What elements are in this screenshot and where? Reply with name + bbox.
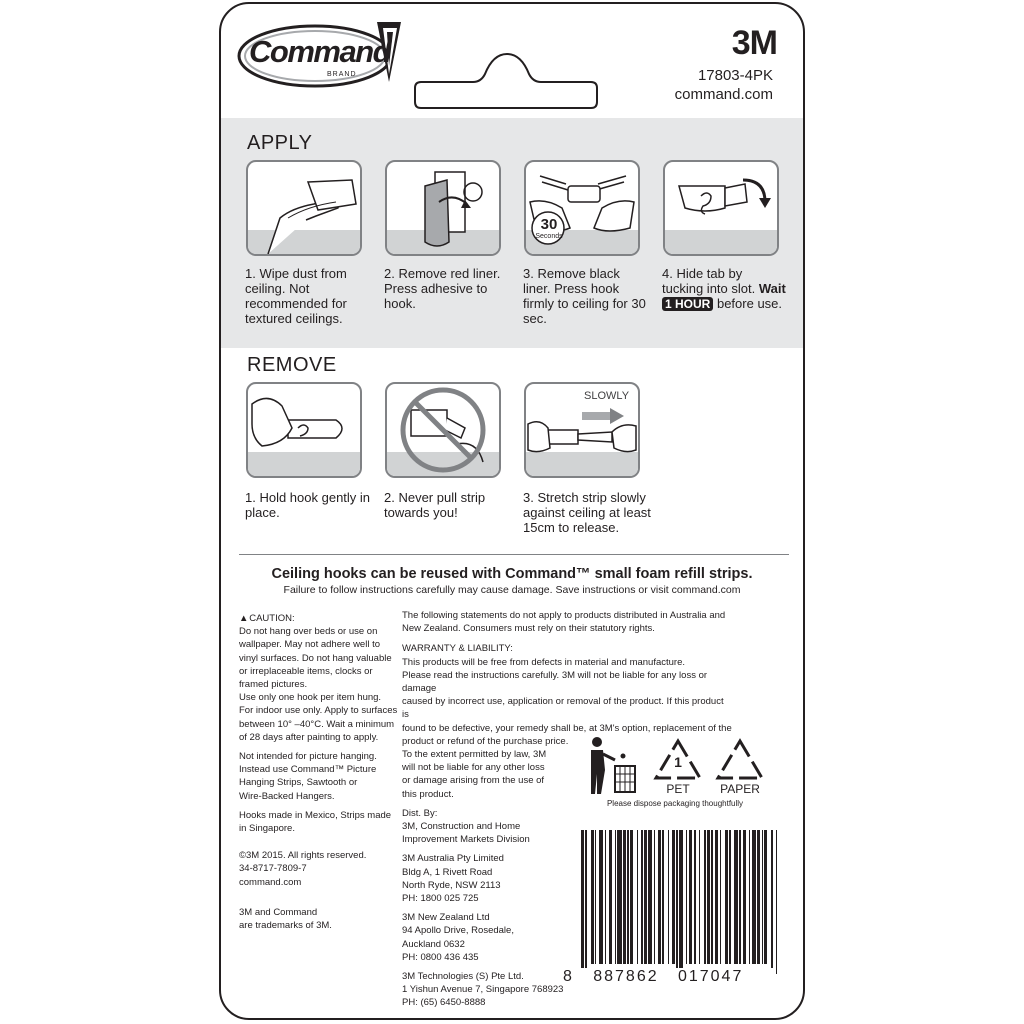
barcode-bar [617,830,621,964]
extent-line: or damage arising from the use of [402,775,545,787]
barcode-bar [654,830,655,964]
made-line: Hooks made in Mexico, Strips made [239,809,392,821]
copyright-line: 34-8717-7809-7 [239,863,307,875]
barcode-bar [581,830,584,974]
au-line: PH: 1800 025 725 [402,893,479,905]
barcode-bar [707,830,710,964]
barcode-bar [771,830,772,974]
remove-step-2-text: 2. Never pull strip towards you! [384,490,486,520]
picture-line: Instead use Command™ Picture [239,764,377,776]
wait-label: Wait [758,281,786,296]
barcode-bar [648,830,652,964]
sg-line: 3M Technologies (S) Pte Ltd. [402,971,524,983]
copyright-line: command.com [239,876,302,888]
reuse-note: Ceiling hooks can be reused with Command™ small foam refill strips. [271,566,753,582]
trademark-line: are trademarks of 3M. [239,920,332,932]
barcode-bar [694,830,695,964]
apply-step-4-illustration [663,160,779,256]
caution-line: For indoor use only. Apply to surfaces [239,705,398,717]
remove-step-3-text: 3. Stretch strip slowly against ceiling at least 15cm to release. [523,490,651,535]
pet-number: 1 [674,754,682,770]
barcode-bar [668,830,669,964]
tidyman-icon [585,736,641,801]
nz-line: 94 Apollo Drive, Rosedale, [402,925,514,937]
barcode-bar [699,830,700,964]
dist-line: Improvement Markets Division [402,834,530,846]
failure-note: Failure to follow instructions carefully may cause damage. Save instructions or visit command.com [283,584,741,596]
barcode-bar [591,830,594,964]
barcode-bar [615,830,616,964]
remove-step-1-illustration [246,382,362,478]
apply-section [221,118,803,348]
barcode-bar [630,830,633,964]
warranty-line: WARRANTY & LIABILITY: [402,643,513,655]
caution-line: between 10° –40°C. Wait a minimum [239,718,395,730]
paper-recycle-icon [715,738,765,796]
barcode-bar [595,830,596,964]
au-line: North Ryde, NSW 2113 [402,879,501,891]
apply-step-1-text: 1. Wipe dust from ceiling. Not recommended for textured ceilings. [245,266,347,326]
barcode-bar [762,830,763,964]
statement-line: New Zealand. Consumers must rely on their statutory rights. [402,623,655,635]
barcode-bar [609,830,612,964]
barcode-bar [749,830,750,964]
barcode-bar [627,830,628,964]
apply-step-2-text: 2. Remove red liner. Press adhesive to hook. [384,266,501,311]
picture-line: Hanging Strips, Sawtooth or [239,777,358,789]
barcode-bar [720,830,721,964]
copyright-line: ©3M 2015. All rights reserved. [239,850,367,862]
brand-3m-logo: 3M [731,24,777,62]
barcode-bar [637,830,638,964]
slowly-callout: SLOWLY [584,390,630,402]
warranty-line: found to be defective, your remedy shall be, at 3M's option, replacement of the [402,722,732,734]
made-line: in Singapore. [239,823,295,835]
timer-value: 30 [540,216,558,233]
barcode-bar [743,830,746,964]
caution-line: Do not hang over beds or use on [239,626,378,638]
remove-step-1-text: 1. Hold hook gently in place. [245,490,371,520]
command-logo [237,18,407,90]
apply-step-1-illustration [246,160,362,256]
au-line: 3M Australia Pty Limited [402,853,504,865]
caution-heading [239,612,405,625]
barcode-bar [704,830,705,964]
picture-line: Wire-Backed Hangers. [239,790,335,802]
barcode-digits: 8 887862 017047 [563,968,773,986]
sku-number: 17803-4PK [697,67,773,84]
barcode-bar [739,830,740,964]
barcode [581,830,777,976]
logo-wordmark: Command [249,34,391,69]
warranty-line: This products will be free from defects in material and manufacture. [402,656,686,668]
caution-line: vinyl surfaces. Do not hang valuable [239,652,392,664]
package-back-card [219,2,805,1020]
barcode-bar [658,830,661,964]
pet-label: PET [666,782,690,796]
hour-badge: 1 HOUR [662,297,713,311]
barcode-bar [752,830,756,964]
barcode-bar [725,830,728,964]
barcode-bar [585,830,586,974]
remove-title: REMOVE [247,354,337,376]
barcode-bar [605,830,606,964]
extent-line: To the extent permitted by law, 3M [402,749,547,761]
caution-line: framed pictures. [239,679,308,691]
extent-line: this product. [402,788,454,800]
barcode-bar [679,830,683,974]
remove-step-2-illustration [385,382,501,478]
barcode-bar [729,830,730,964]
extent-line: will not be liable for any other loss [402,762,545,774]
apply-step-4-text [662,266,787,311]
apply-title: APPLY [247,132,313,154]
hang-hole-icon [411,48,601,110]
caution-line: Use only one hook per item hung. [239,692,382,704]
au-line: Bldg A, 1 Rivett Road [402,866,493,878]
dist-line: Dist. By: [402,807,438,819]
barcode-bar [644,830,647,964]
divider [239,554,789,555]
caution-line: of 28 days after painting to apply. [239,731,379,743]
barcode-bar [776,830,777,974]
trademark-line: 3M and Command [239,906,318,918]
sku-block [675,66,773,104]
caution-block [239,612,405,932]
nz-line: 3M New Zealand Ltd [402,912,490,924]
warranty-line: caused by incorrect use, application or removal of the product. If this product is [402,696,724,721]
barcode-bar [711,830,712,964]
apply-step-2-illustration [385,160,501,256]
apply-step-3-illustration [524,160,640,256]
remove-step-3-illustration [524,382,640,478]
caution-title: CAUTION: [249,613,295,624]
barcode-bar [676,830,677,974]
barcode-bar [662,830,663,964]
paper-label: PAPER [720,782,760,796]
warning-icon: ▲ [239,613,249,624]
barcode-bar [764,830,767,964]
logo-subtext: BRAND [327,71,357,78]
dist-line: 3M, Construction and Home [402,821,521,833]
barcode-bar [734,830,738,964]
dispose-note: Please dispose packaging thoughtfully [606,799,744,808]
barcode-bar [623,830,626,964]
apply-step-4-text-post: before use. [716,296,783,311]
timer-unit: Seconds [535,233,563,240]
sg-line: 1 Yishun Avenue 7, Singapore 768923 [402,984,564,996]
barcode-bars [581,830,777,974]
warranty-line: Please read the instructions carefully. 3M will not be liable for any loss or damage [402,669,708,695]
barcode-bar [715,830,718,964]
caution-line: or irreplaceable items, clocks or [239,665,373,677]
statement-line: The following statements do not apply to products distributed in Australia and [402,610,726,621]
barcode-bar [686,830,687,964]
sg-line: PH: (65) 6450-8888 [402,997,486,1009]
caution-line: wallpaper. May not adhere well to [239,639,380,651]
apply-step-4-text-pre: 4. Hide tab by tucking into slot. [662,266,756,296]
apply-step-3-text: 3. Remove black liner. Press hook firmly to ceiling for 30 sec. [523,266,646,326]
pet-recycle-icon [653,738,703,796]
barcode-bar [689,830,692,964]
nz-line: Auckland 0632 [402,938,465,950]
barcode-bar [599,830,603,964]
nz-line: PH: 0800 436 435 [402,951,479,963]
barcode-bar [672,830,675,964]
picture-line: Not intended for picture hanging. [239,751,377,763]
barcode-bar [641,830,642,964]
website: command.com [674,86,773,103]
barcode-bar [757,830,760,964]
warranty-line: product or refund of the purchase price. [402,735,569,747]
